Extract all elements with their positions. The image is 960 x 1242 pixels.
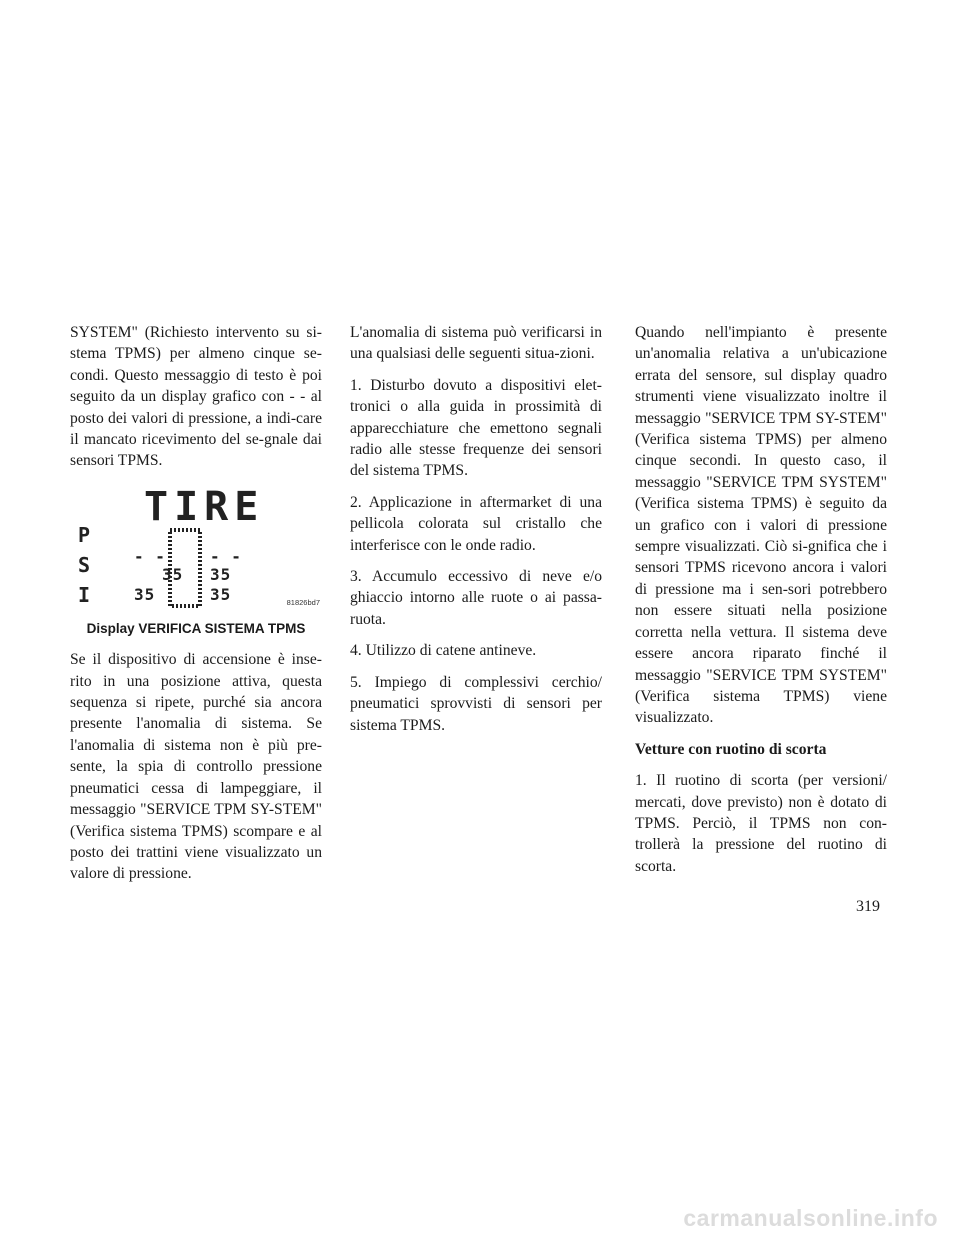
list-item-3: 3. Accumulo eccessivo di neve e/o ghiaccio intorno alle ruote o ai passa-ruota. — [350, 568, 602, 628]
column-1 — [70, 322, 322, 895]
pressure-value: 35 — [134, 584, 156, 604]
figure-caption: Display VERIFICA SISTEMA TPMS — [86, 620, 306, 636]
page-number: 319 — [856, 898, 880, 915]
list-item-1: 1. Disturbo dovuto a dispositivi elet-tronici o alla guida in prossimità di apparecchiature che emettono segnali radio alle stesse frequenze dei sensori del sistema TPMS. — [350, 376, 602, 480]
list-item-4: 4. Utilizzo di catene antineve. — [350, 642, 537, 660]
paragraph-system-message: SYSTEM" (Richiesto intervento su si-stema TPMS) per almeno cinque se-condi. Questo messaggio di testo è poi seguito da un display grafico con - - al posto dei valori di pressione, a indi-care il mancato ricevimento del se-gnale dai sensori TPMS. — [70, 324, 322, 470]
watermark: carmanualsonline.info — [683, 1205, 938, 1231]
paragraph-spare-wheel: 1. Il ruotino di scorta (per versioni/ mercati, dove previsto) non è dotato di TPMS. Perciò, il TPMS non con-trollerà la pressione del ruotino di scorta. — [635, 772, 887, 875]
pressure-value: 35 — [210, 564, 232, 584]
side-label-letter: P — [78, 522, 91, 547]
pressure-value: - - — [134, 546, 166, 566]
tpms-display-graphic — [70, 482, 322, 616]
tpms-display-figure — [70, 482, 322, 616]
paragraph-ignition: Se il dispositivo di accensione è inse-rito in una posizione attiva, questa sequenza si ripete, purché sia ancora presente l'anomalia di sistema. Se l'anomalia di sistema non è più pre-sente, la spia di controllo pressione pneumatici cessa di lampeggiare, il messaggio "SERVICE TPM SY-STEM" (Verifica sistema TPMS) scompare e al posto dei trattini viene visualizzato un valore di pressione. — [70, 651, 322, 883]
figure-id: 81826bd7 — [286, 598, 320, 608]
side-label-letter: I — [78, 582, 91, 607]
pressure-value: - - — [210, 546, 242, 566]
pressure-value: 35 — [210, 584, 232, 604]
section-heading: Vetture con ruotino di scorta — [635, 740, 827, 758]
column-3 — [635, 322, 887, 887]
pressure-value: 35 — [162, 564, 184, 584]
paragraph-intro: L'anomalia di sistema può verificarsi in una qualsiasi delle seguenti situa-zioni. — [350, 324, 602, 363]
display-title-text: TIRE — [144, 483, 265, 530]
paragraph-sensor-location: Quando nell'impianto è presente un'anomalia relativa a un'ubicazione errata del sensore, sul display quadro strumenti viene visualizzato inoltre il messaggio "SERVICE TPM SY-STEM" (Verifica sistema TPMS) per almeno cinque secondi. In questo caso, il messaggio "SERVICE TPM SYSTEM" (Verifica sistema TPMS) è seguito da un grafico con i valori di pressione sempre visualizzati. Ciò si-gnifica che i sensori TPMS ricevono ancora i valori di pressione ma i sen-sori potrebbero non essere situati nella posizione corretta nella vettura. Il sistema deve essere ancora riparato finché il messaggio "SERVICE TPM SYSTEM" (Verifica sistema TPMS) viene visualizzato. — [635, 324, 887, 727]
column-2 — [350, 322, 602, 746]
list-item-5: 5. Impiego di complessivi cerchio/ pneumatici sprovvisti di sensori per sistema TPMS. — [350, 673, 602, 734]
list-item-2: 2. Applicazione in aftermarket di una pellicola colorata sul cristallo che interferisce con le onde radio. — [350, 493, 602, 554]
side-label-letter: S — [78, 552, 91, 577]
